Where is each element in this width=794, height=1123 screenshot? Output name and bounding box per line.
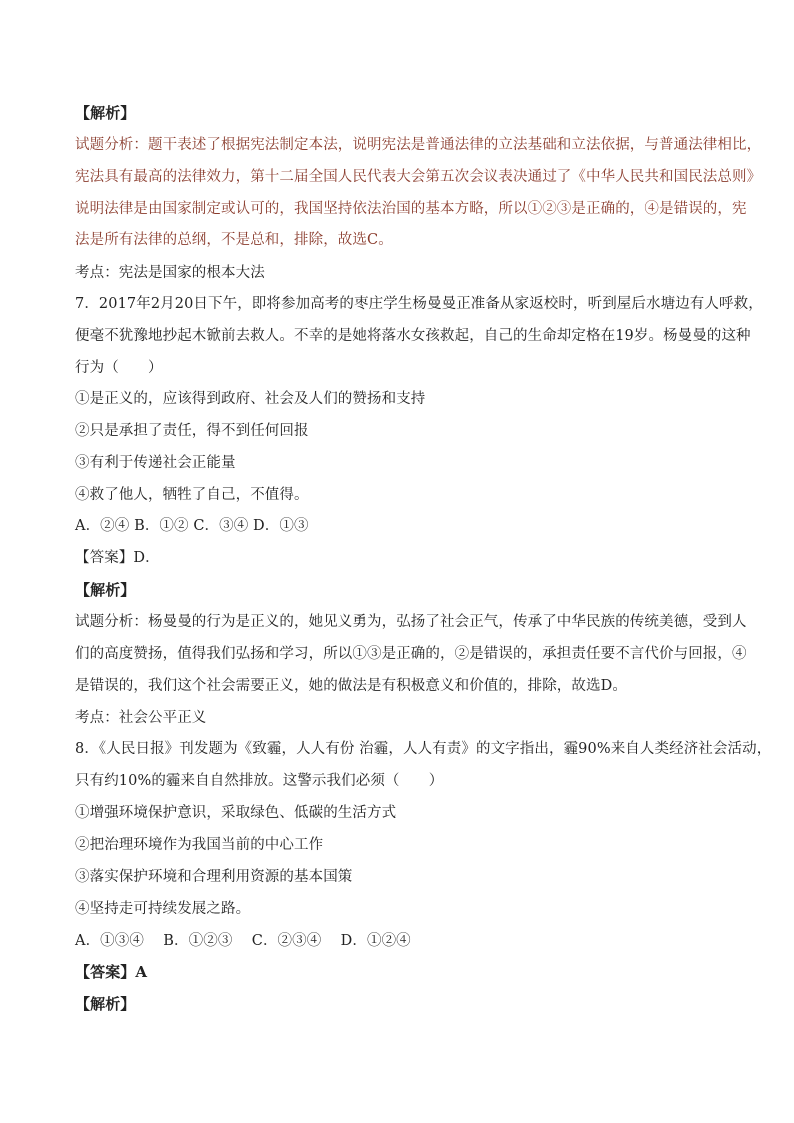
q7-option: ④救了他人，牺牲了自己，不值得。 [75,487,309,503]
q7-choices: A．②④ B．①② C．③④ D．①③ [75,518,309,534]
q8-analysis-label: 【解析】 [75,995,136,1013]
q8-option: ①增强环境保护意识，采取绿色、低碳的生活方式 [75,805,397,821]
q8-option: ③落实保护环境和合理利用资源的基本国策 [75,869,353,885]
q6-analysis-line: 法是所有法律的总纲，不是总和，排除，故选C。 [75,232,393,248]
q8-option: ④坚持走可持续发展之路。 [75,901,251,917]
q8-choices: A．①③④ B．①②③ C．②③④ D．①②④ [75,933,411,949]
q8-stem-line: 只有约10%的霾来自自然排放。这警示我们必须（ ） [75,773,444,789]
q7-answer: 【答案】D． [75,550,160,566]
q6-point: 考点：宪法是国家的根本大法 [75,265,265,281]
q7-option: ①是正义的，应该得到政府、社会及人们的赞扬和支持 [75,391,426,407]
q8-stem-line: 8．《人民日报》刊发题为《致霾，人人有份 治霾，人人有责》的文字指出，霾90%来自人类经济社会活动， [75,741,772,757]
q7-stem-line: 便毫不犹豫地抄起木锨前去救人。不幸的是她将落水女孩救起，自己的生命却定格在19岁。杨曼曼的这种 [75,328,751,344]
q8-answer: 【答案】A [75,963,148,981]
q7-stem-line: 行为（ ） [75,360,163,376]
q6-analysis-label: 【解析】 [75,104,136,122]
q7-stem-line: 7．2017年2月20日下午，即将参加高考的枣庄学生杨曼曼正准备从家返校时，听到屋后水塘边有人呼救， [75,296,763,312]
q6-analysis-line: 试题分析：题干表述了根据宪法制定本法，说明宪法是普通法律的立法基础和立法依据，与普通法律相比， [75,137,762,153]
q6-analysis-line: 宪法具有最高的法律效力，第十二届全国人民代表大会第五次会议表决通过了《中华人民共和国民法总则》 [75,169,762,185]
q7-analysis-line: 试题分析：杨曼曼的行为是正义的，她见义勇为，弘扬了社会正气，传承了中华民族的传统美德，受到人 [75,614,747,630]
q7-analysis-line: 们的高度赞扬，值得我们弘扬和学习，所以①③是正确的，②是错误的，承担责任要不言代价与回报，④ [75,646,747,662]
q7-point: 考点：社会公平正义 [75,710,207,726]
q8-option: ②把治理环境作为我国当前的中心工作 [75,837,324,853]
q7-analysis-line: 是错误的，我们这个社会需要正义，她的做法是有积极意义和价值的，排除，故选D。 [75,678,627,694]
q7-option: ②只是承担了责任，得不到任何回报 [75,423,309,439]
q7-option: ③有利于传递社会正能量 [75,455,236,471]
q7-analysis-label: 【解析】 [75,581,136,599]
q6-analysis-line: 说明法律是由国家制定或认可的，我国坚持依法治国的基本方略，所以①②③是正确的，④是错误的，宪 [75,201,747,217]
